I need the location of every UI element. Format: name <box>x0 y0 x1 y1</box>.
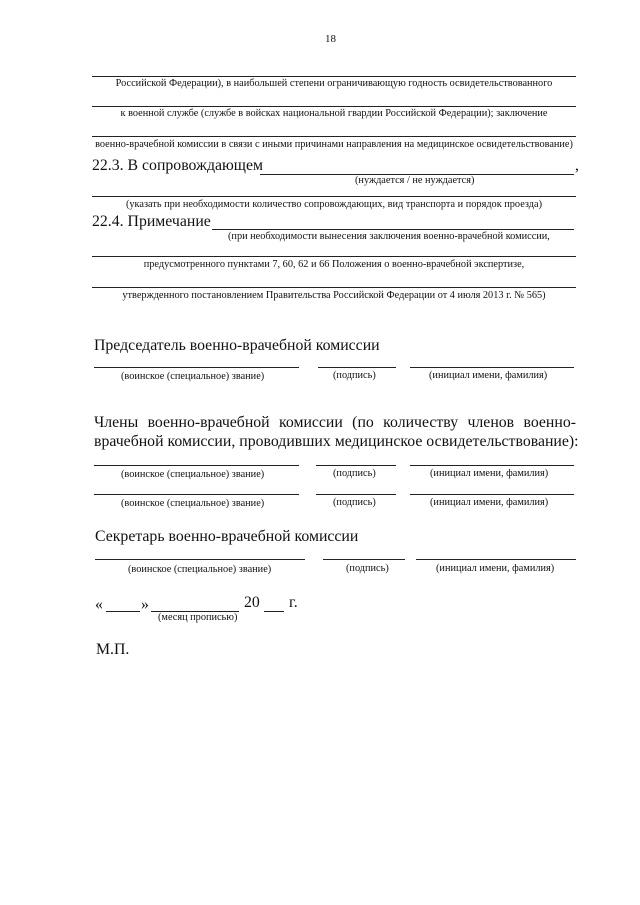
secretary-rank-label: (воинское (специальное) звание) <box>128 564 272 575</box>
signature-line-sign <box>323 559 405 560</box>
fill-line <box>92 136 576 137</box>
fill-line <box>92 287 576 288</box>
item-22-3-hint: (нуждается / не нуждается) <box>355 175 475 186</box>
member-1-signature-label: (подпись) <box>333 468 376 479</box>
chairman-heading: Председатель военно-врачебной комиссии <box>94 337 380 354</box>
signature-line-name <box>410 367 574 368</box>
item-22-4-hint-3: утвержденного постановлением Правительства Российской Федерации от 4 июля 2013 г. № 565) <box>122 290 546 301</box>
signature-line-rank <box>95 559 305 560</box>
signature-line-sign <box>316 465 396 466</box>
fill-line <box>92 196 576 197</box>
secretary-heading: Секретарь военно-врачебной комиссии <box>95 528 359 545</box>
date-year-prefix: 20 <box>244 594 260 611</box>
continuation-line-1: Российской Федерации), в наибольшей степени ограничивающую годность освидетельствованного <box>115 78 553 89</box>
members-heading-line-2: врачебной комиссии, проводивших медицинское освидетельствование): <box>94 433 579 450</box>
signature-line-rank <box>94 494 299 495</box>
chairman-name-label: (инициал имени, фамилия) <box>429 370 548 381</box>
signature-line-name <box>410 465 574 466</box>
date-close-quote: » <box>141 596 149 613</box>
page-number: 18 <box>325 33 336 45</box>
member-2-name-label: (инициал имени, фамилия) <box>430 497 549 508</box>
secretary-name-label: (инициал имени, фамилия) <box>436 563 555 574</box>
date-year-line <box>264 611 284 612</box>
signature-line-sign <box>316 494 396 495</box>
signature-line-rank <box>94 465 299 466</box>
item-22-4-label: 22.4. Примечание <box>92 213 211 230</box>
item-22-3-comma: , <box>575 157 579 174</box>
date-open-quote: « <box>95 596 103 613</box>
signature-line-name <box>416 559 576 560</box>
members-heading-line-1: Члены военно-врачебной комиссии (по количеству членов военно- <box>94 414 576 431</box>
date-month-hint: (месяц прописью) <box>158 612 238 623</box>
signature-line-name <box>410 494 574 495</box>
chairman-signature-label: (подпись) <box>333 370 376 381</box>
fill-line <box>212 229 574 230</box>
fill-line <box>92 256 576 257</box>
item-22-4-hint-1: (при необходимости вынесения заключения военно-врачебной комиссии, <box>228 231 550 242</box>
member-1-rank-label: (воинское (специальное) звание) <box>121 469 265 480</box>
date-year-suffix: г. <box>289 594 298 611</box>
continuation-line-2: к военной службе (службе в войсках национальной гвардии Российской Федерации); заключение <box>120 108 548 119</box>
chairman-rank-label: (воинское (специальное) звание) <box>121 371 265 382</box>
member-2-rank-label: (воинское (специальное) звание) <box>121 498 265 509</box>
fill-line <box>92 76 576 77</box>
member-2-signature-label: (подпись) <box>333 497 376 508</box>
member-1-name-label: (инициал имени, фамилия) <box>430 468 549 479</box>
fill-line <box>92 106 576 107</box>
stamp-placeholder: М.П. <box>96 641 130 658</box>
signature-line-sign <box>318 367 396 368</box>
item-22-3-label: 22.3. В сопровождающем <box>92 157 263 174</box>
item-22-4-hint-2: предусмотренного пунктами 7, 60, 62 и 66 Положения о военно-врачебной экспертизе, <box>143 259 525 270</box>
continuation-line-3: военно-врачебной комиссии в связи с иными причинами направления на медицинское освидетельствование) <box>95 139 573 150</box>
item-22-3-hint-2: (указать при необходимости количество сопровождающих, вид транспорта и порядок проезда) <box>125 199 543 210</box>
signature-line-rank <box>94 367 299 368</box>
secretary-signature-label: (подпись) <box>346 563 389 574</box>
date-day-line <box>106 611 140 612</box>
